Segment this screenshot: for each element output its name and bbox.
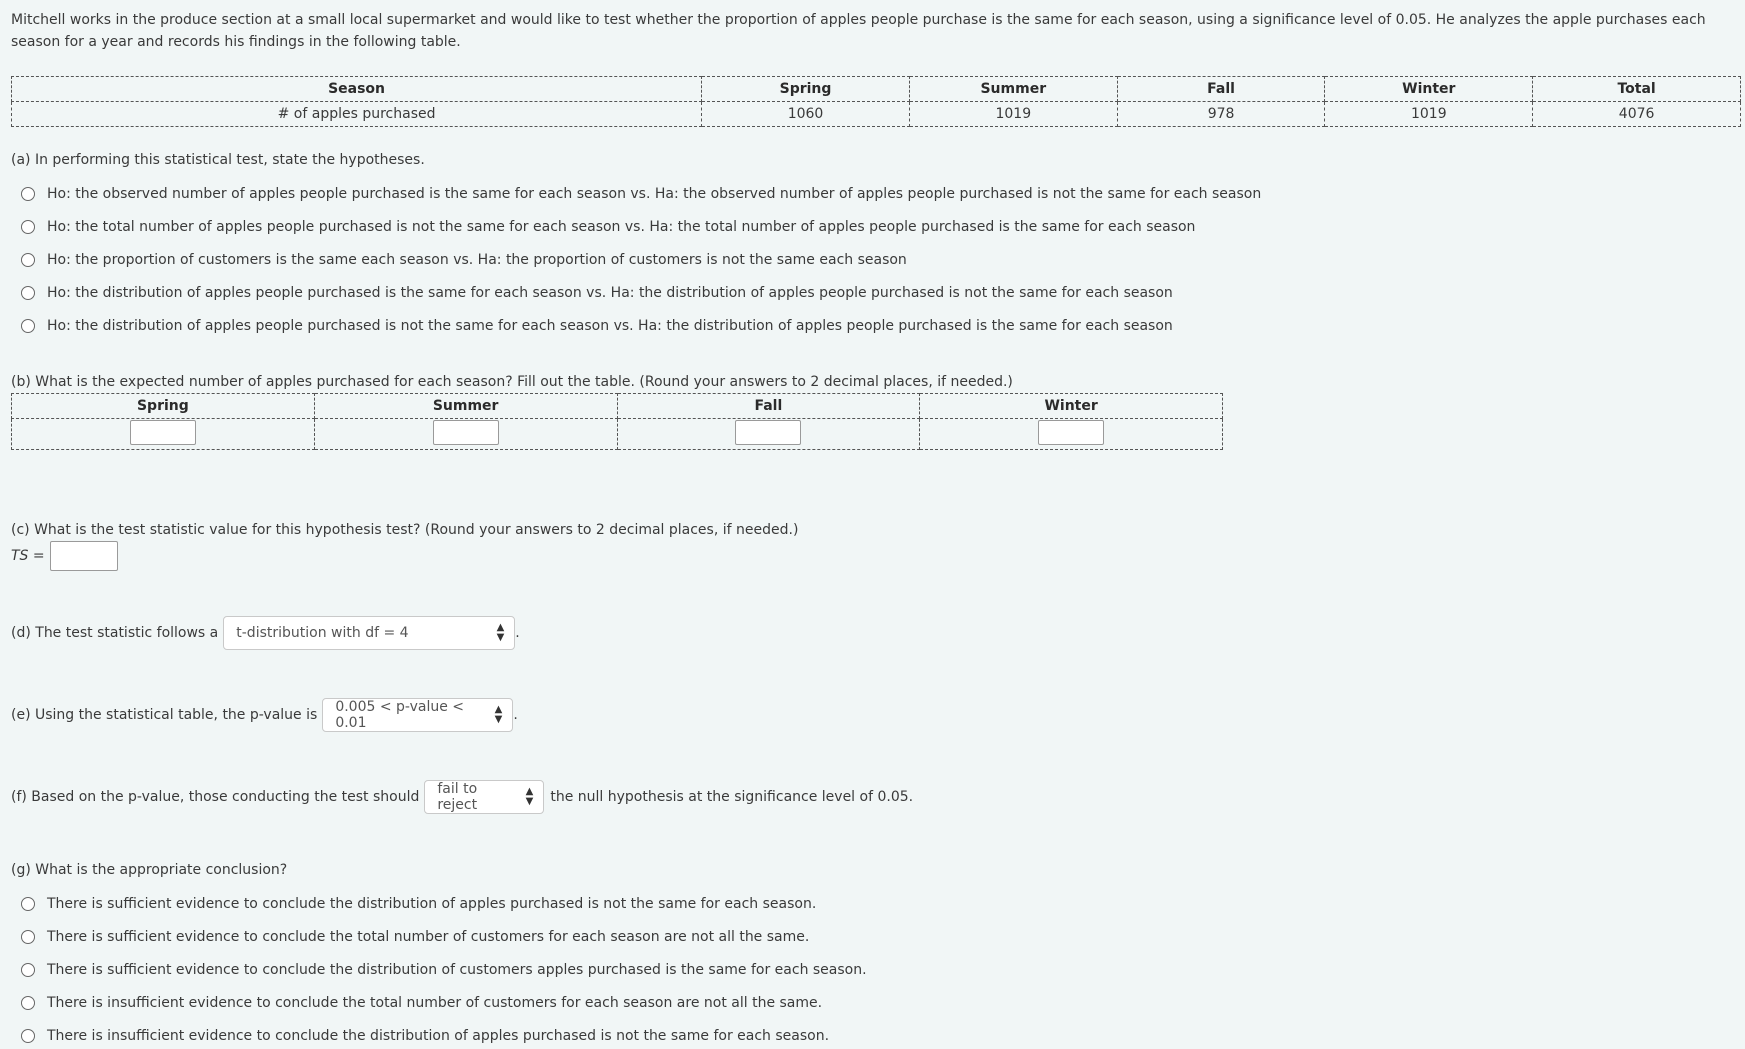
part-f-prompt: (f) Based on the p-value, those conducting the test should [11,789,420,805]
option-label: There is insufficient evidence to conclude the total number of customers for each season are not all the same. [47,995,823,1011]
expected-cell [617,419,920,450]
part-g-option[interactable] [21,894,816,914]
part-e-row [11,698,518,732]
test-statistic-input[interactable] [50,541,118,571]
test-statistic-row [11,541,118,571]
option-label: There is sufficient evidence to conclude the total number of customers for each season are not all the same. [47,929,810,945]
expected-summer-input[interactable] [433,420,499,445]
header-spring: Spring [702,77,910,102]
part-g-option[interactable] [21,993,822,1013]
option-label: There is insufficient evidence to conclude the distribution of apples purchased is not the same for each season. [47,1028,830,1044]
expected-cell [314,419,617,450]
part-c-prompt: (c) What is the test statistic value for this hypothesis test? (Round your answers to 2 decimal places, if needed.) [11,522,799,538]
option-label: Ho: the proportion of customers is the same each season vs. Ha: the proportion of customers is not the same each season [47,252,907,268]
header-fall: Fall [1117,77,1325,102]
expected-fall-input[interactable] [735,420,801,445]
expected-winter-input[interactable] [1038,420,1104,445]
expected-header-fall: Fall [617,394,920,419]
part-g-option[interactable] [21,960,867,980]
sort-arrows-icon: ▲ ▼ [496,622,505,643]
header-season: Season [12,77,702,102]
part-f-row [11,780,913,814]
option-label: Ho: the observed number of apples people purchased is the same for each season vs. Ha: the observed number of apples people purchased is not the same for each season [47,186,1262,202]
cell-winter: 1019 [1325,102,1533,127]
expected-cell [920,419,1223,450]
cell-spring: 1060 [702,102,910,127]
part-a-option[interactable] [21,316,1173,336]
expected-header-winter: Winter [920,394,1223,419]
radio-button[interactable] [21,220,35,234]
header-total: Total [1533,77,1741,102]
problem-intro: Mitchell works in the produce section at a small local supermarket and would like to test whether the proportion of apples people purchase is the same for each season, using a significance level of 0.05. He analyzes the apple purchases each season for a year and records his findings in the following table. [11,12,1706,50]
header-winter: Winter [1325,77,1533,102]
part-g-prompt: (g) What is the appropriate conclusion? [11,862,288,878]
part-g-option[interactable] [21,927,809,947]
cell-fall: 978 [1117,102,1325,127]
radio-button[interactable] [21,897,35,911]
table-header-row [12,394,1223,419]
option-label: Ho: the total number of apples people purchased is not the same for each season vs. Ha: the total number of apples people purchased is the same for each season [47,219,1196,235]
p-value-select[interactable] [322,698,513,732]
option-label: Ho: the distribution of apples people purchased is not the same for each season vs. Ha: the distribution of apples people purchased is the same for each season [47,318,1173,334]
expected-cell [12,419,315,450]
radio-button[interactable] [21,286,35,300]
part-d-row [11,616,520,650]
part-a-option[interactable] [21,217,1195,237]
table-row [12,419,1223,450]
sort-arrows-icon: ▲ ▼ [494,704,503,725]
radio-button[interactable] [21,187,35,201]
part-e-suffix: . [513,707,518,723]
expected-header-summer: Summer [314,394,617,419]
radio-button[interactable] [21,319,35,333]
expected-values-table [11,393,1223,450]
apples-data-table [11,76,1741,127]
option-label: Ho: the distribution of apples people purchased is the same for each season vs. Ha: the distribution of apples people purchased is not the same for each season [47,285,1173,301]
p-value-select-value: 0.005 < p-value < 0.01 [335,699,465,731]
part-a-option[interactable] [21,250,907,270]
table-row [12,102,1741,127]
part-a-option[interactable] [21,184,1261,204]
radio-button[interactable] [21,963,35,977]
ts-label: TS = [11,548,45,564]
radio-button[interactable] [21,996,35,1010]
part-b-prompt: (b) What is the expected number of apples purchased for each season? Fill out the table. (Round your answers to 2 decimal places, if needed.) [11,374,1013,390]
part-d-suffix: . [515,625,520,641]
part-f-suffix: the null hypothesis at the significance level of 0.05. [550,789,914,805]
part-a-option[interactable] [21,283,1173,303]
expected-spring-input[interactable] [130,420,196,445]
cell-summer: 1019 [909,102,1117,127]
part-d-prompt: (d) The test statistic follows a [11,625,219,641]
decision-select[interactable] [424,780,544,814]
cell-total: 4076 [1533,102,1741,127]
option-label: There is sufficient evidence to conclude the distribution of apples purchased is not the same for each season. [47,896,817,912]
part-a-prompt: (a) In performing this statistical test, state the hypotheses. [11,152,425,168]
sort-arrows-icon: ▲ ▼ [525,786,534,807]
part-e-prompt: (e) Using the statistical table, the p-value is [11,707,318,723]
table-header-row [12,77,1741,102]
radio-button[interactable] [21,253,35,267]
decision-select-value: fail to reject [437,781,478,813]
option-label: There is sufficient evidence to conclude the distribution of customers apples purchased is the same for each season. [47,962,867,978]
distribution-select[interactable] [223,616,515,650]
row-label: # of apples purchased [12,102,702,127]
header-summer: Summer [909,77,1117,102]
radio-button[interactable] [21,1029,35,1043]
distribution-select-value: t-distribution with df = 4 [236,625,409,641]
part-g-option[interactable] [21,1026,829,1046]
expected-header-spring: Spring [12,394,315,419]
radio-button[interactable] [21,930,35,944]
